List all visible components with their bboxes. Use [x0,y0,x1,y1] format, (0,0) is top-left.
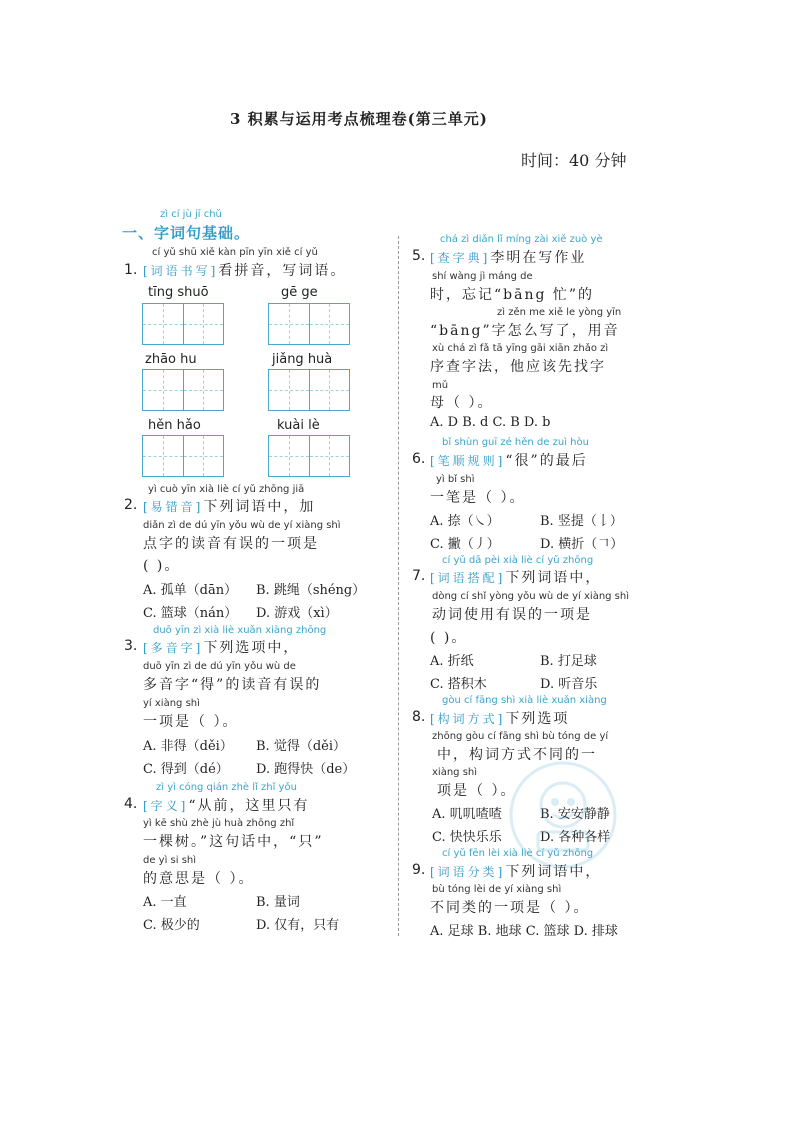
q1-tag: [词语书写] [143,264,219,278]
q2-option-c[interactable]: C. 篮球（nán） [143,606,238,621]
q8-text-3: 项是（ ）。 [437,783,517,799]
q8-pinyin-3: xiàng shì [432,767,478,778]
q1-word-1: tīng shuō [148,285,209,300]
q8-option-a[interactable]: A. 叽叽喳喳 [432,807,502,822]
q3-tag: [多音字] [143,641,204,655]
q3-pinyin-1: duō yīn zì xià liè xuǎn xiàng zhōng [153,625,327,636]
q4-pinyin-3: de yì si shì [143,855,197,866]
q7-option-b[interactable]: B. 打足球 [540,654,597,669]
q8-option-d[interactable]: D. 各种各样 [540,830,611,845]
q6-tag: [笔顺规则] [430,454,506,468]
q6-number: 6. [412,451,426,467]
q1-word-6: kuài lè [277,418,320,433]
q3-option-d[interactable]: D. 跑得快（de） [256,762,356,777]
q3-pinyin-3: yí xiàng shì [143,698,200,709]
q3-text-3: 一项是（ ）。 [143,714,239,730]
q5-pinyin-3: zì zěn me xiě le yòng yīn [497,307,622,318]
q9-pinyin-1: cí yǔ fēn lèi xià liè cí yǔ zhōng [442,848,594,859]
q7-pinyin-1: cí yǔ dā pèi xià liè cí yǔ zhōng [442,555,594,566]
q7-option-a[interactable]: A. 折纸 [430,654,474,669]
q5-options[interactable]: A. D B. d C. B D. b [430,415,551,430]
q5-pinyin-5: mǔ [432,380,449,391]
q7-number: 7. [412,568,426,584]
q3-pinyin-2: duō yīn zì de dú yīn yǒu wù de [143,661,296,672]
q4-option-c[interactable]: C. 极少的 [143,918,200,933]
q8-pinyin-2: zhōng gòu cí fāng shì bù tóng de yí [432,731,609,742]
watermark-logo [508,760,618,870]
q5-pinyin-1: chá zì diǎn lǐ míng zài xiě zuò yè [440,234,603,245]
q3-text-2: 多音字“得”的读音有误的 [143,677,322,693]
q8-text-1: 下列选项 [505,711,570,727]
time-limit: 时间：40 分钟 [521,151,627,170]
q3-number: 3. [124,638,138,654]
q6-option-d[interactable]: D. 横折（𠃍） [540,537,624,552]
q8-number: 8. [412,709,426,725]
q6-text-1: “很”的最后 [505,453,588,469]
q2-text-3: ( )。 [143,558,181,574]
section-heading: 一、字词句基础。 [122,224,251,242]
q1-number: 1. [124,262,138,278]
q9-number: 9. [412,862,426,878]
q1-pinyin: cí yǔ shū xiě kàn pīn yīn xiě cí yǔ [152,247,318,258]
q2-text-1: 下列词语中，加 [203,499,316,515]
section-pinyin: zì cí jù jī chǔ [160,209,222,220]
q4-pinyin-1: zì yì cóng qián zhè lǐ zhǐ yǒu [156,782,297,793]
q5-pinyin-2: shí wàng jì máng de [432,271,533,282]
q8-text-2: 中，构词方式不同的一 [437,747,597,763]
q2-pinyin-2: diǎn zì de dú yīn yǒu wù de yí xiàng shì [143,520,341,531]
q2-option-b[interactable]: B. 跳绳（shéng） [256,583,366,598]
q5-text-3: “bāng”字怎么写了，用音 [430,323,620,339]
q7-option-c[interactable]: C. 搭积木 [430,677,487,692]
q1-word-2: gē ge [281,285,318,300]
q5-number: 5. [412,248,426,264]
q4-number: 4. [124,796,138,812]
q3-option-a[interactable]: A. 非得（děi） [143,739,233,754]
q9-pinyin-2: bù tóng lèi de yí xiàng shì [432,884,562,895]
q1-word-5: hěn hǎo [148,418,201,433]
q4-text-1: “从前，这里只有 [188,798,310,814]
q2-text-2: 点字的读音有误的一项是 [143,536,319,552]
writing-grid-6[interactable] [268,435,350,477]
q7-tag: [词语搭配] [430,571,506,585]
q6-option-c[interactable]: C. 撇（丿） [430,537,500,552]
q4-pinyin-2: yì kē shù zhè jù huà zhōng zhǐ [143,818,295,829]
q6-line-1 [430,450,588,470]
page-title: 3 积累与运用考点梳理卷(第三单元) [230,110,488,128]
q2-number: 2. [124,497,138,513]
q9-text-2: 不同类的一项是（ ）。 [430,900,590,916]
q5-text-2: 时，忘记“bāng 忙”的 [430,287,595,303]
q7-text-3: ( )。 [430,630,468,646]
q5-text-5: 母（ ）。 [430,395,494,411]
writing-grid-1[interactable] [142,303,224,345]
q7-pinyin-2: dòng cí shǐ yòng yǒu wù de yí xiàng shì [432,591,630,602]
q5-text-1: 李明在写作业 [490,250,587,266]
q7-text-2: 动词使用有误的一项是 [432,607,592,623]
q1-word-3: zhāo hu [145,352,197,367]
writing-grid-2[interactable] [268,303,350,345]
q8-option-c[interactable]: C. 快快乐乐 [432,830,502,845]
q4-text-2: 一棵树。”这句话中，“只” [143,834,324,850]
q7-option-d[interactable]: D. 听音乐 [540,677,598,692]
q5-pinyin-4: xù chá zì fǎ tā yīng gāi xiān zhǎo zì [432,343,609,354]
q5-tag: [查字典] [430,251,491,265]
q4-line-1 [143,795,310,815]
q1-line [143,260,346,280]
q4-option-b[interactable]: B. 量词 [256,895,300,910]
writing-grid-3[interactable] [142,369,224,411]
writing-grid-5[interactable] [142,435,224,477]
q9-text-1: 下列词语中， [505,864,602,880]
q4-text-3: 的意思是（ ）。 [143,871,255,887]
q6-option-b[interactable]: B. 竖提（𠄌） [540,514,623,529]
q8-tag: [构词方式] [430,712,506,726]
q4-option-a[interactable]: A. 一直 [143,895,187,910]
q2-line-1 [143,496,315,516]
column-divider [398,236,399,936]
q3-text-1: 下列选项中， [203,640,300,656]
q2-tag: [易错音] [143,500,204,514]
q6-pinyin-1: bǐ shùn guī zé hěn de zuì hòu [442,437,589,448]
q5-text-4: 序查字法，他应该先找字 [430,359,606,375]
q7-text-1: 下列词语中， [505,570,602,586]
q5-line-1 [430,247,586,267]
q1-text: 看拼音，写词语。 [218,263,347,279]
q3-line-1 [143,637,299,657]
q7-line-1 [430,567,601,587]
q8-line-1 [430,708,569,728]
q9-options[interactable]: A. 足球 B. 地球 C. 篮球 D. 排球 [430,924,618,939]
q8-option-b[interactable]: B. 安安静静 [540,807,610,822]
q3-option-c[interactable]: C. 得到（dé） [143,762,229,777]
q9-tag: [词语分类] [430,865,506,879]
q8-pinyin-1: gòu cí fāng shì xià liè xuǎn xiàng [442,695,607,706]
q3-option-b[interactable]: B. 觉得（děi） [256,739,346,754]
q2-pinyin-1: yì cuò yīn xià liè cí yǔ zhōng jiā [148,484,305,495]
q1-word-4: jiǎng huà [272,352,333,367]
q4-option-d[interactable]: D. 仅有，只有 [256,918,340,933]
q2-option-d[interactable]: D. 游戏（xì） [256,606,338,621]
q6-text-2: 一笔是（ ）。 [430,490,526,506]
q2-option-a[interactable]: A. 孤单（dān） [143,583,238,598]
writing-grid-4[interactable] [268,369,350,411]
q6-pinyin-2: yì bǐ shì [436,474,475,485]
q6-option-a[interactable]: A. 捺（㇏） [430,514,500,529]
q4-tag: [字义] [143,799,189,813]
